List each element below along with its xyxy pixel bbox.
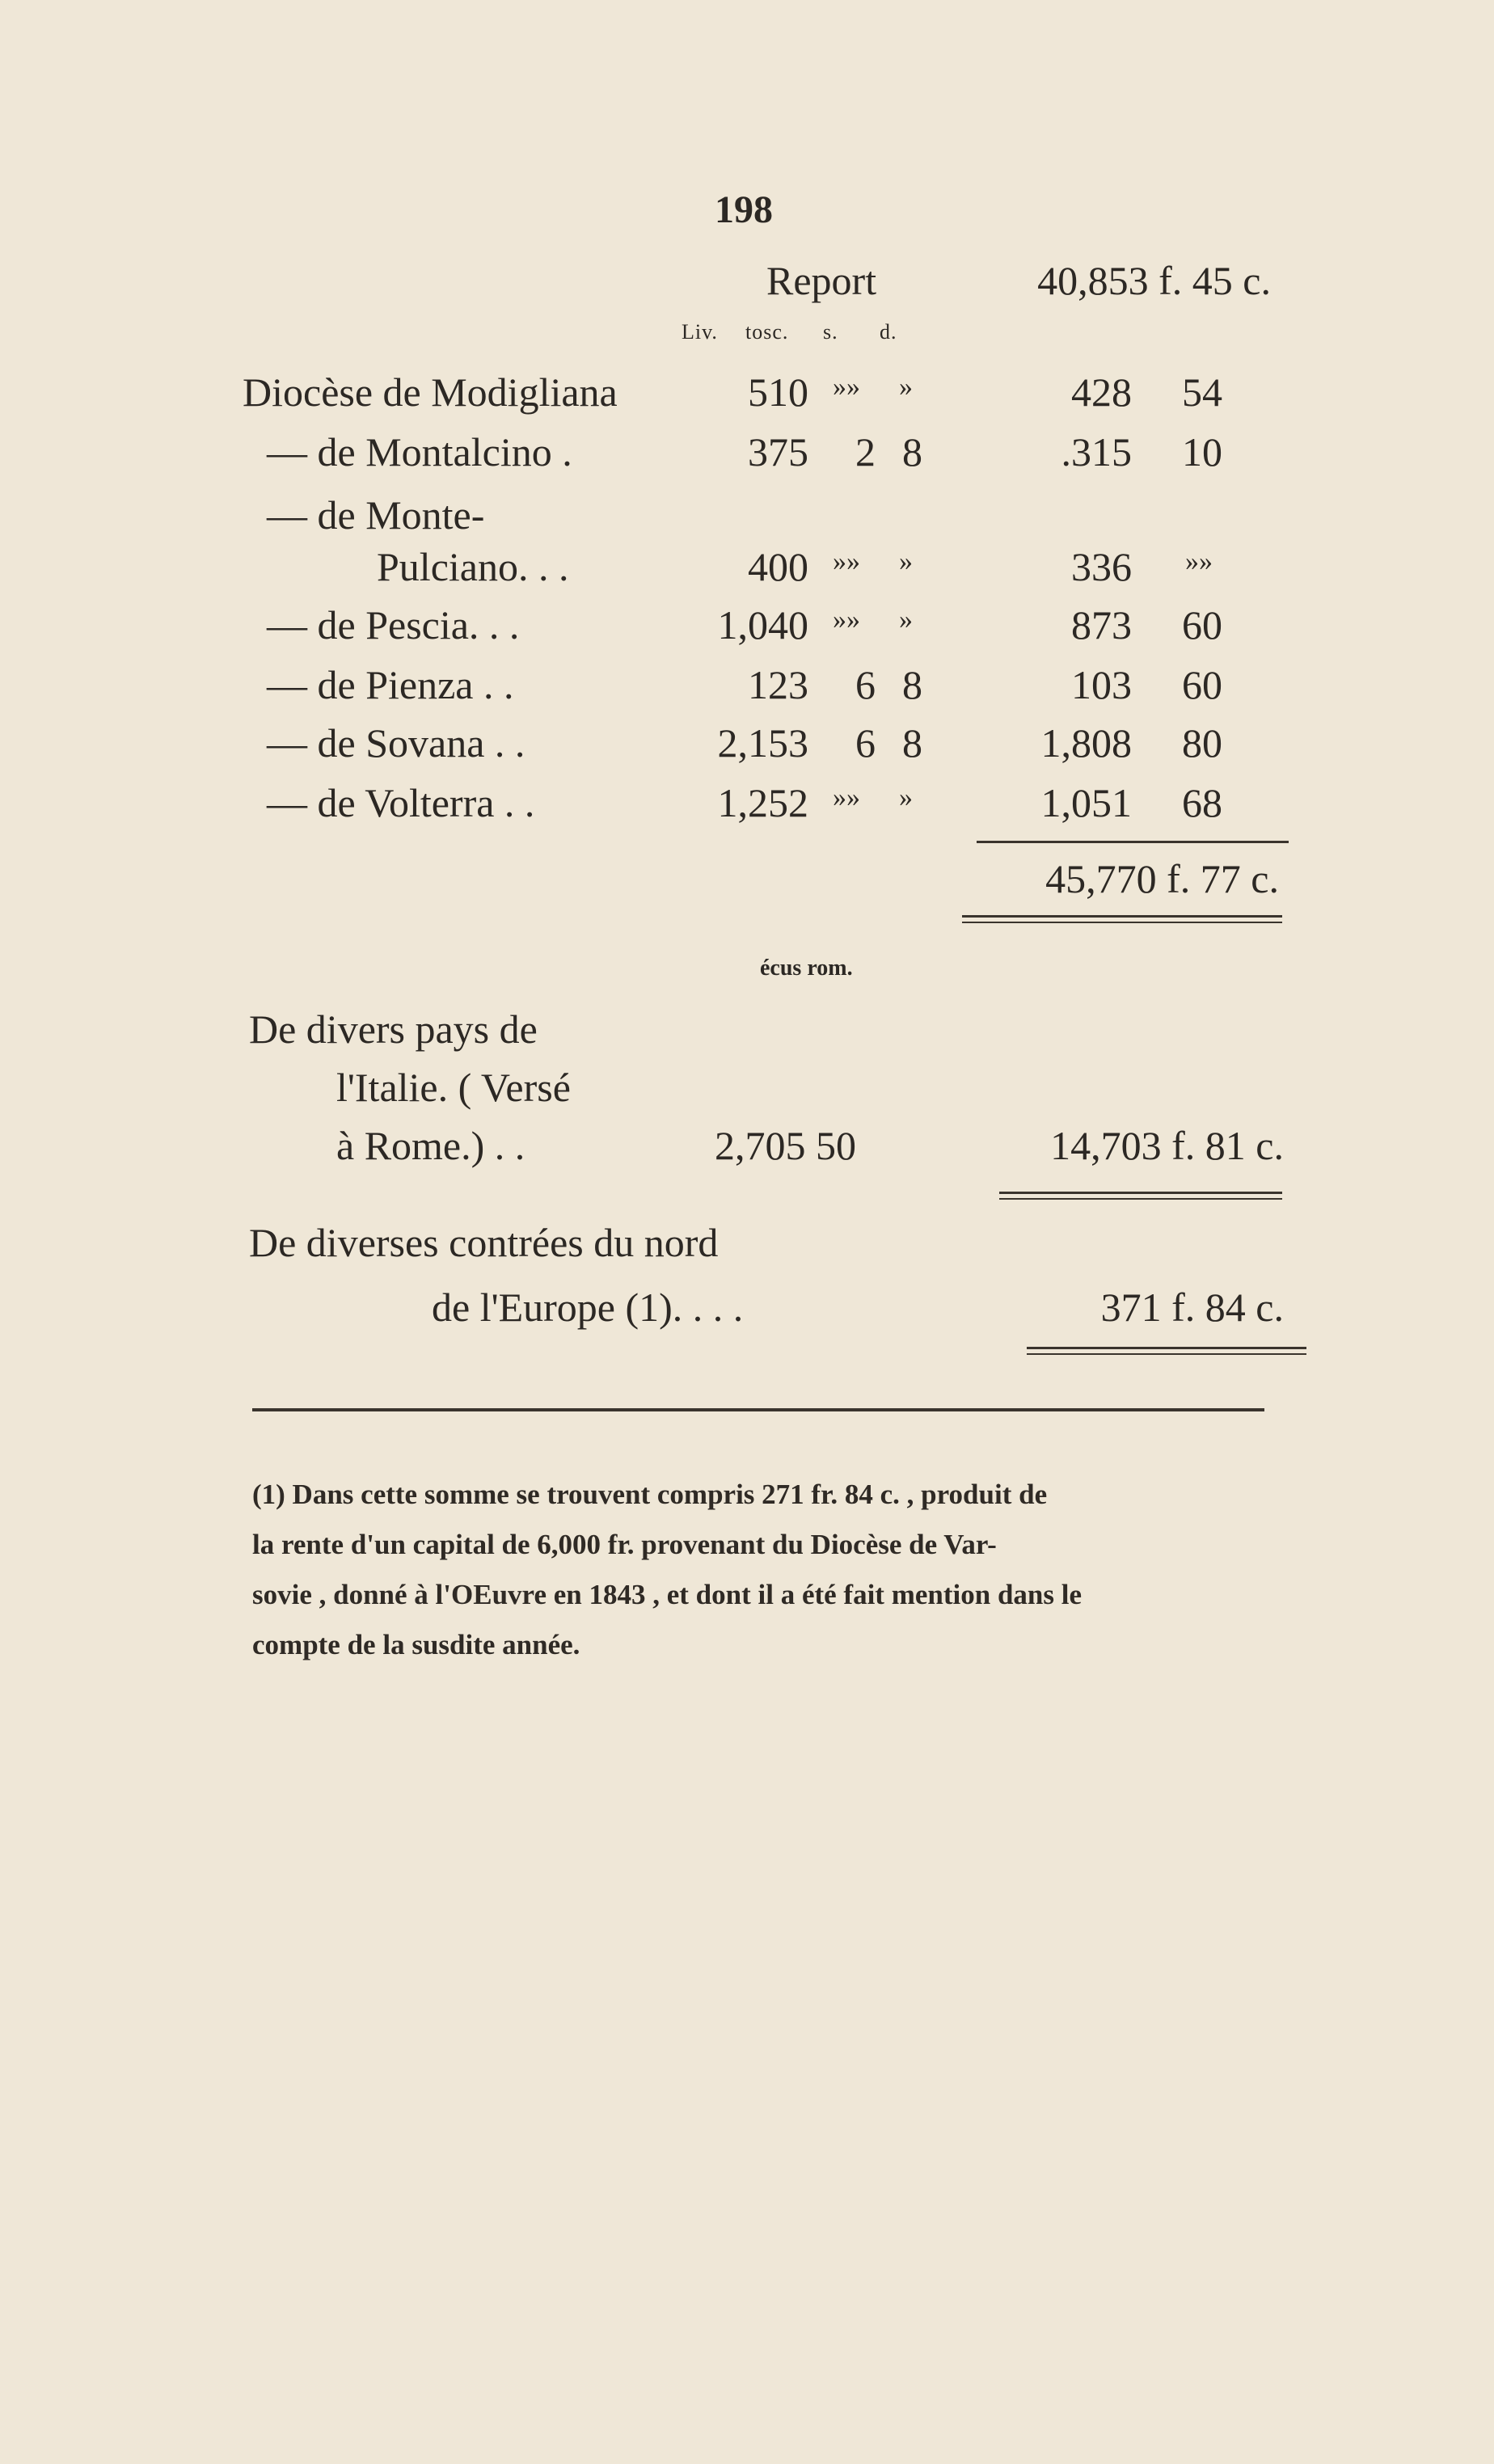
row-sous: 6 — [855, 720, 876, 766]
row-label: — de Sovana . . — [267, 720, 525, 766]
page-number: 198 — [715, 188, 773, 231]
italy-ecus: 2,705 50 — [715, 1123, 856, 1168]
row-deniers: » — [899, 372, 913, 402]
row-francs: 873 — [1071, 602, 1132, 648]
row-francs: 336 — [1071, 544, 1132, 589]
row-sous: 6 — [855, 662, 876, 707]
total-double-rule-top — [962, 915, 1282, 918]
col-header-tosc: tosc. — [745, 320, 789, 344]
footnote — [252, 1470, 1289, 1670]
footnote-line: (1) Dans cette somme se trouvent compris 271 fr. 84 c. , produit de — [252, 1479, 1048, 1510]
italy-double-rule-top — [999, 1192, 1282, 1194]
row-lire: 1,040 — [717, 602, 808, 648]
row-centimes: 10 — [1182, 429, 1222, 475]
row-deniers: 8 — [902, 429, 922, 475]
row-deniers: » — [899, 605, 913, 635]
row-sous: »» — [833, 546, 860, 576]
subtotal-rule — [977, 841, 1289, 843]
row-sous: »» — [833, 605, 860, 635]
row-label: — de Monte- — [267, 492, 485, 538]
row-centimes: 60 — [1182, 602, 1222, 648]
row-centimes: 54 — [1182, 369, 1222, 415]
row-francs: 1,808 — [1040, 720, 1132, 766]
footnote-line: compte de la susdite année. — [252, 1629, 580, 1660]
total-double-rule-bottom — [962, 922, 1282, 923]
row-centimes: 60 — [1182, 662, 1222, 707]
row-francs: .315 — [1061, 429, 1132, 475]
row-sous: 2 — [855, 429, 876, 475]
row-centimes: »» — [1185, 546, 1213, 576]
italy-amount: 14,703 f. 81 c. — [1050, 1123, 1284, 1168]
row-label-continued: Pulciano. . . — [377, 544, 569, 589]
col-header-d: d. — [880, 320, 897, 344]
ecus-unit-header: écus rom. — [760, 956, 853, 981]
north-double-rule-bottom — [1027, 1353, 1306, 1355]
row-sous: »» — [833, 783, 860, 812]
row-label: Diocèse de Modigliana — [243, 369, 618, 415]
north-amount: 371 f. 84 c. — [1100, 1285, 1284, 1330]
row-deniers: » — [899, 546, 913, 576]
col-header-s: s. — [823, 320, 838, 344]
report-label: Report — [766, 258, 877, 303]
row-francs: 428 — [1071, 369, 1132, 415]
italy-label-line: à Rome.) . . — [336, 1123, 525, 1168]
row-lire: 123 — [748, 662, 808, 707]
row-deniers: 8 — [902, 662, 922, 707]
footnote-line: la rente d'un capital de 6,000 fr. provenant du Diocèse de Var- — [252, 1529, 997, 1560]
row-lire: 1,252 — [717, 780, 808, 825]
row-label: — de Pescia. . . — [267, 602, 520, 648]
row-francs: 1,051 — [1040, 780, 1132, 825]
north-label-line: De diverses contrées du nord — [249, 1220, 719, 1265]
row-label: — de Volterra . . — [267, 780, 535, 825]
row-centimes: 80 — [1182, 720, 1222, 766]
row-sous: »» — [833, 372, 860, 402]
north-label-line: de l'Europe (1). . . . — [432, 1285, 744, 1330]
italy-label-line: l'Italie. ( Versé — [336, 1065, 571, 1110]
row-deniers: » — [899, 783, 913, 812]
row-deniers: 8 — [902, 720, 922, 766]
col-header-liv: Liv. — [682, 320, 718, 344]
total-amount: 45,770 f. 77 c. — [1045, 856, 1279, 901]
italy-double-rule-bottom — [999, 1198, 1282, 1200]
row-lire: 400 — [748, 544, 808, 589]
italy-label-line: De divers pays de — [249, 1006, 538, 1052]
row-lire: 2,153 — [717, 720, 808, 766]
footnote-separator — [252, 1408, 1264, 1411]
footnote-line: sovie , donné à l'OEuvre en 1843 , et dont il a été fait mention dans le — [252, 1579, 1083, 1610]
report-amount: 40,853 f. 45 c. — [1037, 258, 1271, 303]
row-label: — de Montalcino . — [267, 429, 572, 475]
row-centimes: 68 — [1182, 780, 1222, 825]
row-lire: 375 — [748, 429, 808, 475]
north-double-rule-top — [1027, 1347, 1306, 1349]
row-francs: 103 — [1071, 662, 1132, 707]
row-label: — de Pienza . . — [267, 662, 514, 707]
row-lire: 510 — [748, 369, 808, 415]
